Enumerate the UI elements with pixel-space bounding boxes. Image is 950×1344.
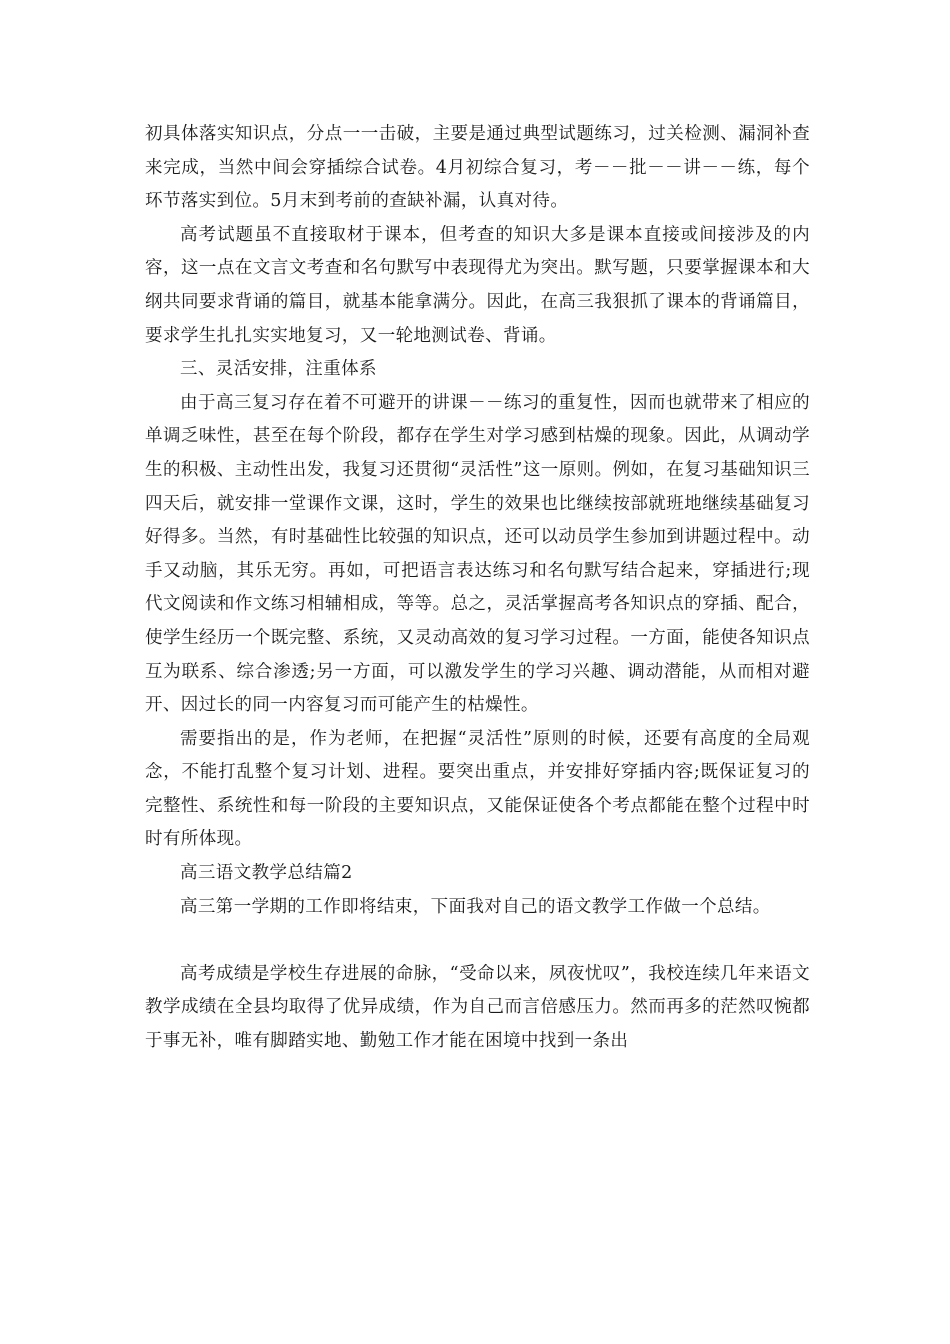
section-heading-part2: 高三语文教学总结篇2 (180, 863, 353, 884)
paragraph-flexibility: 由于高三复习存在着不可避开的讲课－－练习的重复性，因而也就带来了相应的单调乏味性，甚至在每个阶段，都存在学生对学习感到枯燥的现象。因此，从调动学生的积极、主动性出发，我复习还贯彻“灵活性”这一原则。例如，在复习基础知识三四天后，就安排一堂课作文课，这时，学生的效果也比继续按部就班地继续基础复习好得多。当然，有时基础性比较强的知识点，还可以动员学生参加到讲题过程中。动手又动脑，其乐无穷。再如，可把语言表达练习和名句默写结合起来，穿插进行;现代文阅读和作文练习相辅相成，等等。总之，灵活掌握高考各知识点的穿插、配合，使学生经历一个既完整、系统，又灵动高效的复习学习过程。一方面，能使各知识点互为联系、综合渗透;另一方面，可以激发学生的学习兴趣、调动潜能，从而相对避开、因过长的同一内容复习而可能产生的枯燥性。 (145, 392, 810, 716)
blank-line (145, 924, 810, 958)
paragraph-exam-textbook: 高考试题虽不直接取材于课本，但考查的知识大多是课本直接或间接涉及的内容，这一点在文言文考查和名句默写中表现得尤为突出。默写题，只要掌握课本和大纲共同要求背诵的篇目，就基本能拿满分。因此，在高三我狠抓了课本的背诵篇目，要求学生扎扎实实地复习，又一轮地测试卷、背诵。 (145, 224, 810, 346)
paragraph-exam-results: 高考成绩是学校生存进展的命脉，“受命以来，夙夜忧叹”，我校连续几年来语文教学成绩在全县均取得了优异成绩，作为自己而言倍感压力。然而再多的茫然叹惋都于事无补，唯有脚踏实地、勤勉工作才能在困境中找到一条出 (145, 963, 810, 1052)
paragraph-continued: 初具体落实知识点，分点一一击破，主要是通过典型试题练习，过关检测、漏洞补查来完成，当然中间会穿插综合试卷。4月初综合复习，考－－批－－讲－－练，每个环节落实到位。5月末到考前的查缺补漏，认真对待。 (145, 124, 810, 212)
document-body (145, 118, 810, 1059)
section-heading-flexible: 三、灵活安排，注重体系 (180, 359, 377, 380)
paragraph-teacher-note: 需要指出的是，作为老师，在把握“灵活性”原则的时候，还要有高度的全局观念，不能打乱整个复习计划、进程。要突出重点，并安排好穿插内容;既保证复习的完整性、系统性和每一阶段的主要知识点，又能保证使各个考点都能在整个过程中时时有所体现。 (145, 728, 810, 850)
paragraph-semester-intro: 高三第一学期的工作即将结束，下面我对自己的语文教学工作做一个总结。 (180, 896, 771, 917)
